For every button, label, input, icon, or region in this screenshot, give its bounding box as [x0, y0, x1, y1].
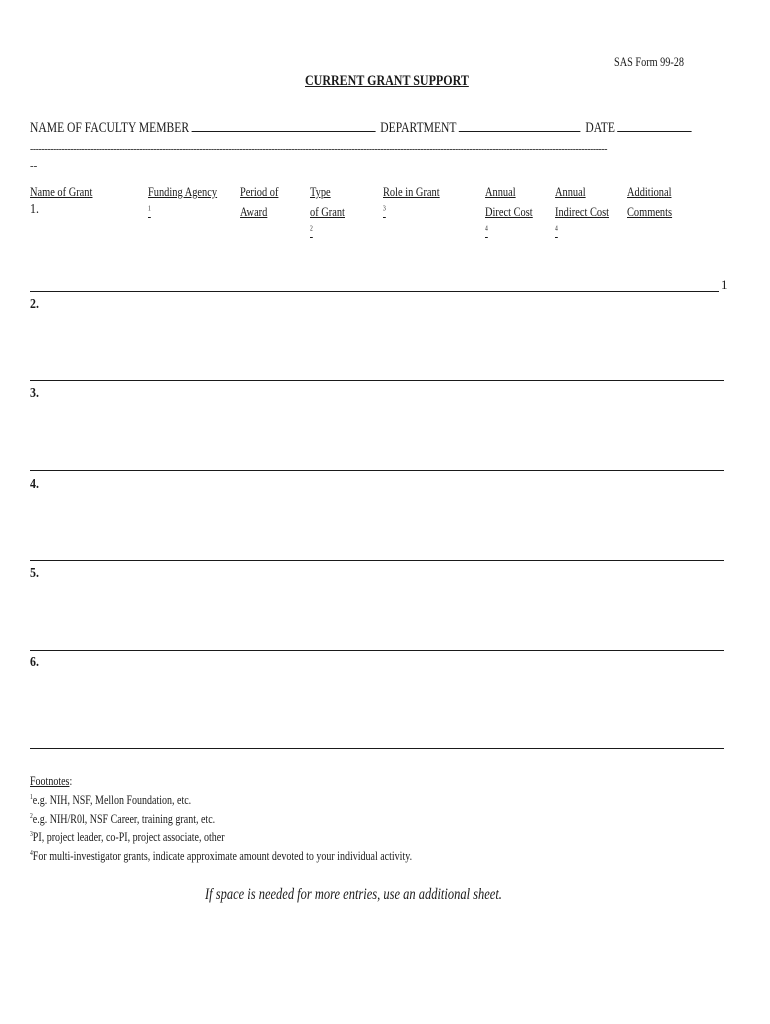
footnote-2: $^2$e.g. NIH/R0l, NSF Career, training grant, etc.: [30, 811, 216, 826]
entry-rule-3: [30, 470, 724, 471]
column-header-additional-comments: Additional Comments: [627, 184, 673, 219]
form-title: CURRENT GRANT SUPPORT: [305, 73, 469, 89]
entry-number-3: 3.: [30, 386, 39, 401]
dashed-separator-wrap: --: [30, 160, 38, 172]
column-header-role-in-grant: Role in Grant $^3$: [383, 184, 440, 213]
column-header-annual-direct-cost: Annual Direct Cost $^4$: [485, 184, 533, 233]
entry-number-5: 5.: [30, 566, 39, 581]
entry-rule-4: [30, 560, 724, 561]
date-label: DATE: [585, 120, 615, 136]
entry-number-4: 4.: [30, 477, 39, 492]
entry-number-2: 2.: [30, 297, 39, 312]
entry-number-6: 6.: [30, 655, 39, 670]
dashed-separator: ---------------------------------------------------------------------------------------------------------------------------------------------------------------------------------------------------------: [30, 143, 608, 155]
form-number: SAS Form 99-28: [614, 55, 685, 69]
column-header-annual-indirect-cost: Annual Indirect Cost $^4$: [555, 184, 610, 233]
entry-rule-5: [30, 650, 724, 651]
column-header-funding-agency: Funding Agency $^1$: [148, 184, 218, 213]
column-header-period-of-award: Period of Award: [240, 184, 279, 219]
department-field[interactable]: [459, 118, 581, 132]
faculty-name-field[interactable]: [192, 118, 376, 132]
entry-rule-1-trailing-mark: 1: [721, 277, 728, 292]
entry-rule-1: [30, 291, 719, 292]
header-fields-row: [30, 118, 697, 137]
entry-rule-2: [30, 380, 724, 381]
column-header-name-of-grant: Name of Grant: [30, 184, 93, 199]
footnote-1: $^1$e.g. NIH, NSF, Mellon Foundation, etc.: [30, 792, 192, 807]
column-header-type-of-grant: Type of Grant $^2$: [310, 184, 345, 233]
footnote-4: $^4$For multi-investigator grants, indicate approximate amount devoted to your individual activity.: [30, 849, 413, 864]
footnotes-heading: Footnotes:: [30, 774, 73, 788]
additional-sheet-note: If space is needed for more entries, use an additional sheet.: [205, 886, 502, 903]
date-field[interactable]: [617, 118, 691, 132]
footnotes-block: [30, 772, 412, 866]
department-label: DEPARTMENT: [380, 120, 457, 136]
entry-number-1: 1.: [30, 202, 39, 217]
entry-rule-6: [30, 748, 724, 749]
faculty-name-label: NAME OF FACULTY MEMBER: [30, 120, 190, 136]
footnote-3: $^3$PI, project leader, co-PI, project associate, other: [30, 830, 225, 845]
